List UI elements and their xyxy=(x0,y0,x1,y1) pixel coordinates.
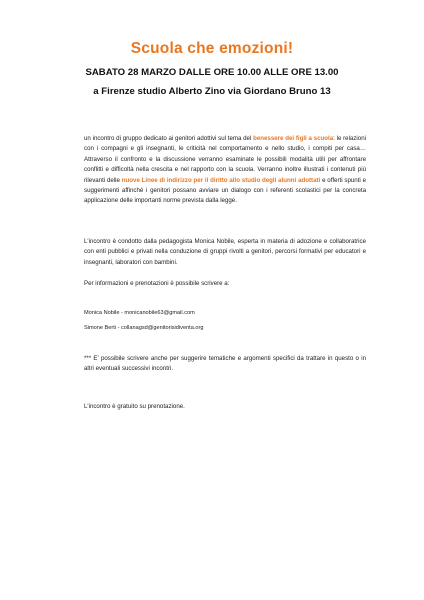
info-paragraph: Per informazioni e prenotazioni è possibile scrivere a: xyxy=(84,280,230,287)
intro-text-part2: : le relazioni con i compagni e gli insegnanti, le criticità nel comportamento e nello studio, i compiti per casa… Attraverso il confronto e la discussione verranno esaminate le possibili modalità utili per affrontare conflitti e difficoltà nella crescita e nel rapporto con la scuola. Verranno inoltre illustrati i contenuti più rilevanti delle xyxy=(84,135,366,184)
free-booking-paragraph: L'incontro è gratuito su prenotazione. xyxy=(84,403,185,410)
contact-monica: Monica Nobile - monicanobile63@gmail.com xyxy=(84,310,195,316)
facilitator-paragraph: L'incontro è condotto dalla pedagogista Monica Nobile, esperta in materia di adozione e collaboratrice con enti pubblici e privati nella conduzione di gruppi rivolti a genitori, percorsi formativi per educatori e insegnanti, laboratori con bambini. xyxy=(84,238,366,266)
event-date-line: SABATO 28 MARZO DALLE ORE 10.00 ALLE ORE 13.00 xyxy=(85,67,339,78)
intro-text-part1: un incontro di gruppo dedicato ai genitori adottivi sul tema del xyxy=(84,135,254,142)
event-location-line: a Firenze studio Alberto Zino via Giordano Bruno 13 xyxy=(93,86,331,97)
page-title: Scuola che emozioni! xyxy=(130,40,294,57)
contact-simone: Simone Berti - collanagsd@genitorisidiventa.org xyxy=(84,325,204,331)
intro-text-part3: e offerti spunti e suggerimenti affinché i genitori possano avviare un dialogo con i referenti scolastici per la concreta applicazione delle importanti norme prevista dalla legge. xyxy=(84,176,367,205)
suggestions-paragraph: *** E' possibile scrivere anche per suggerire tematiche e argomenti specifici da trattare in questo o in altri eventuali successivi incontri. xyxy=(84,355,366,373)
highlight-wellbeing: benessere dei figli a scuola xyxy=(253,135,334,142)
highlight-guidelines: nuove Linee di indirizzo per il diritto allo studio degli alunni adottati xyxy=(121,176,321,184)
intro-paragraph xyxy=(84,134,366,207)
